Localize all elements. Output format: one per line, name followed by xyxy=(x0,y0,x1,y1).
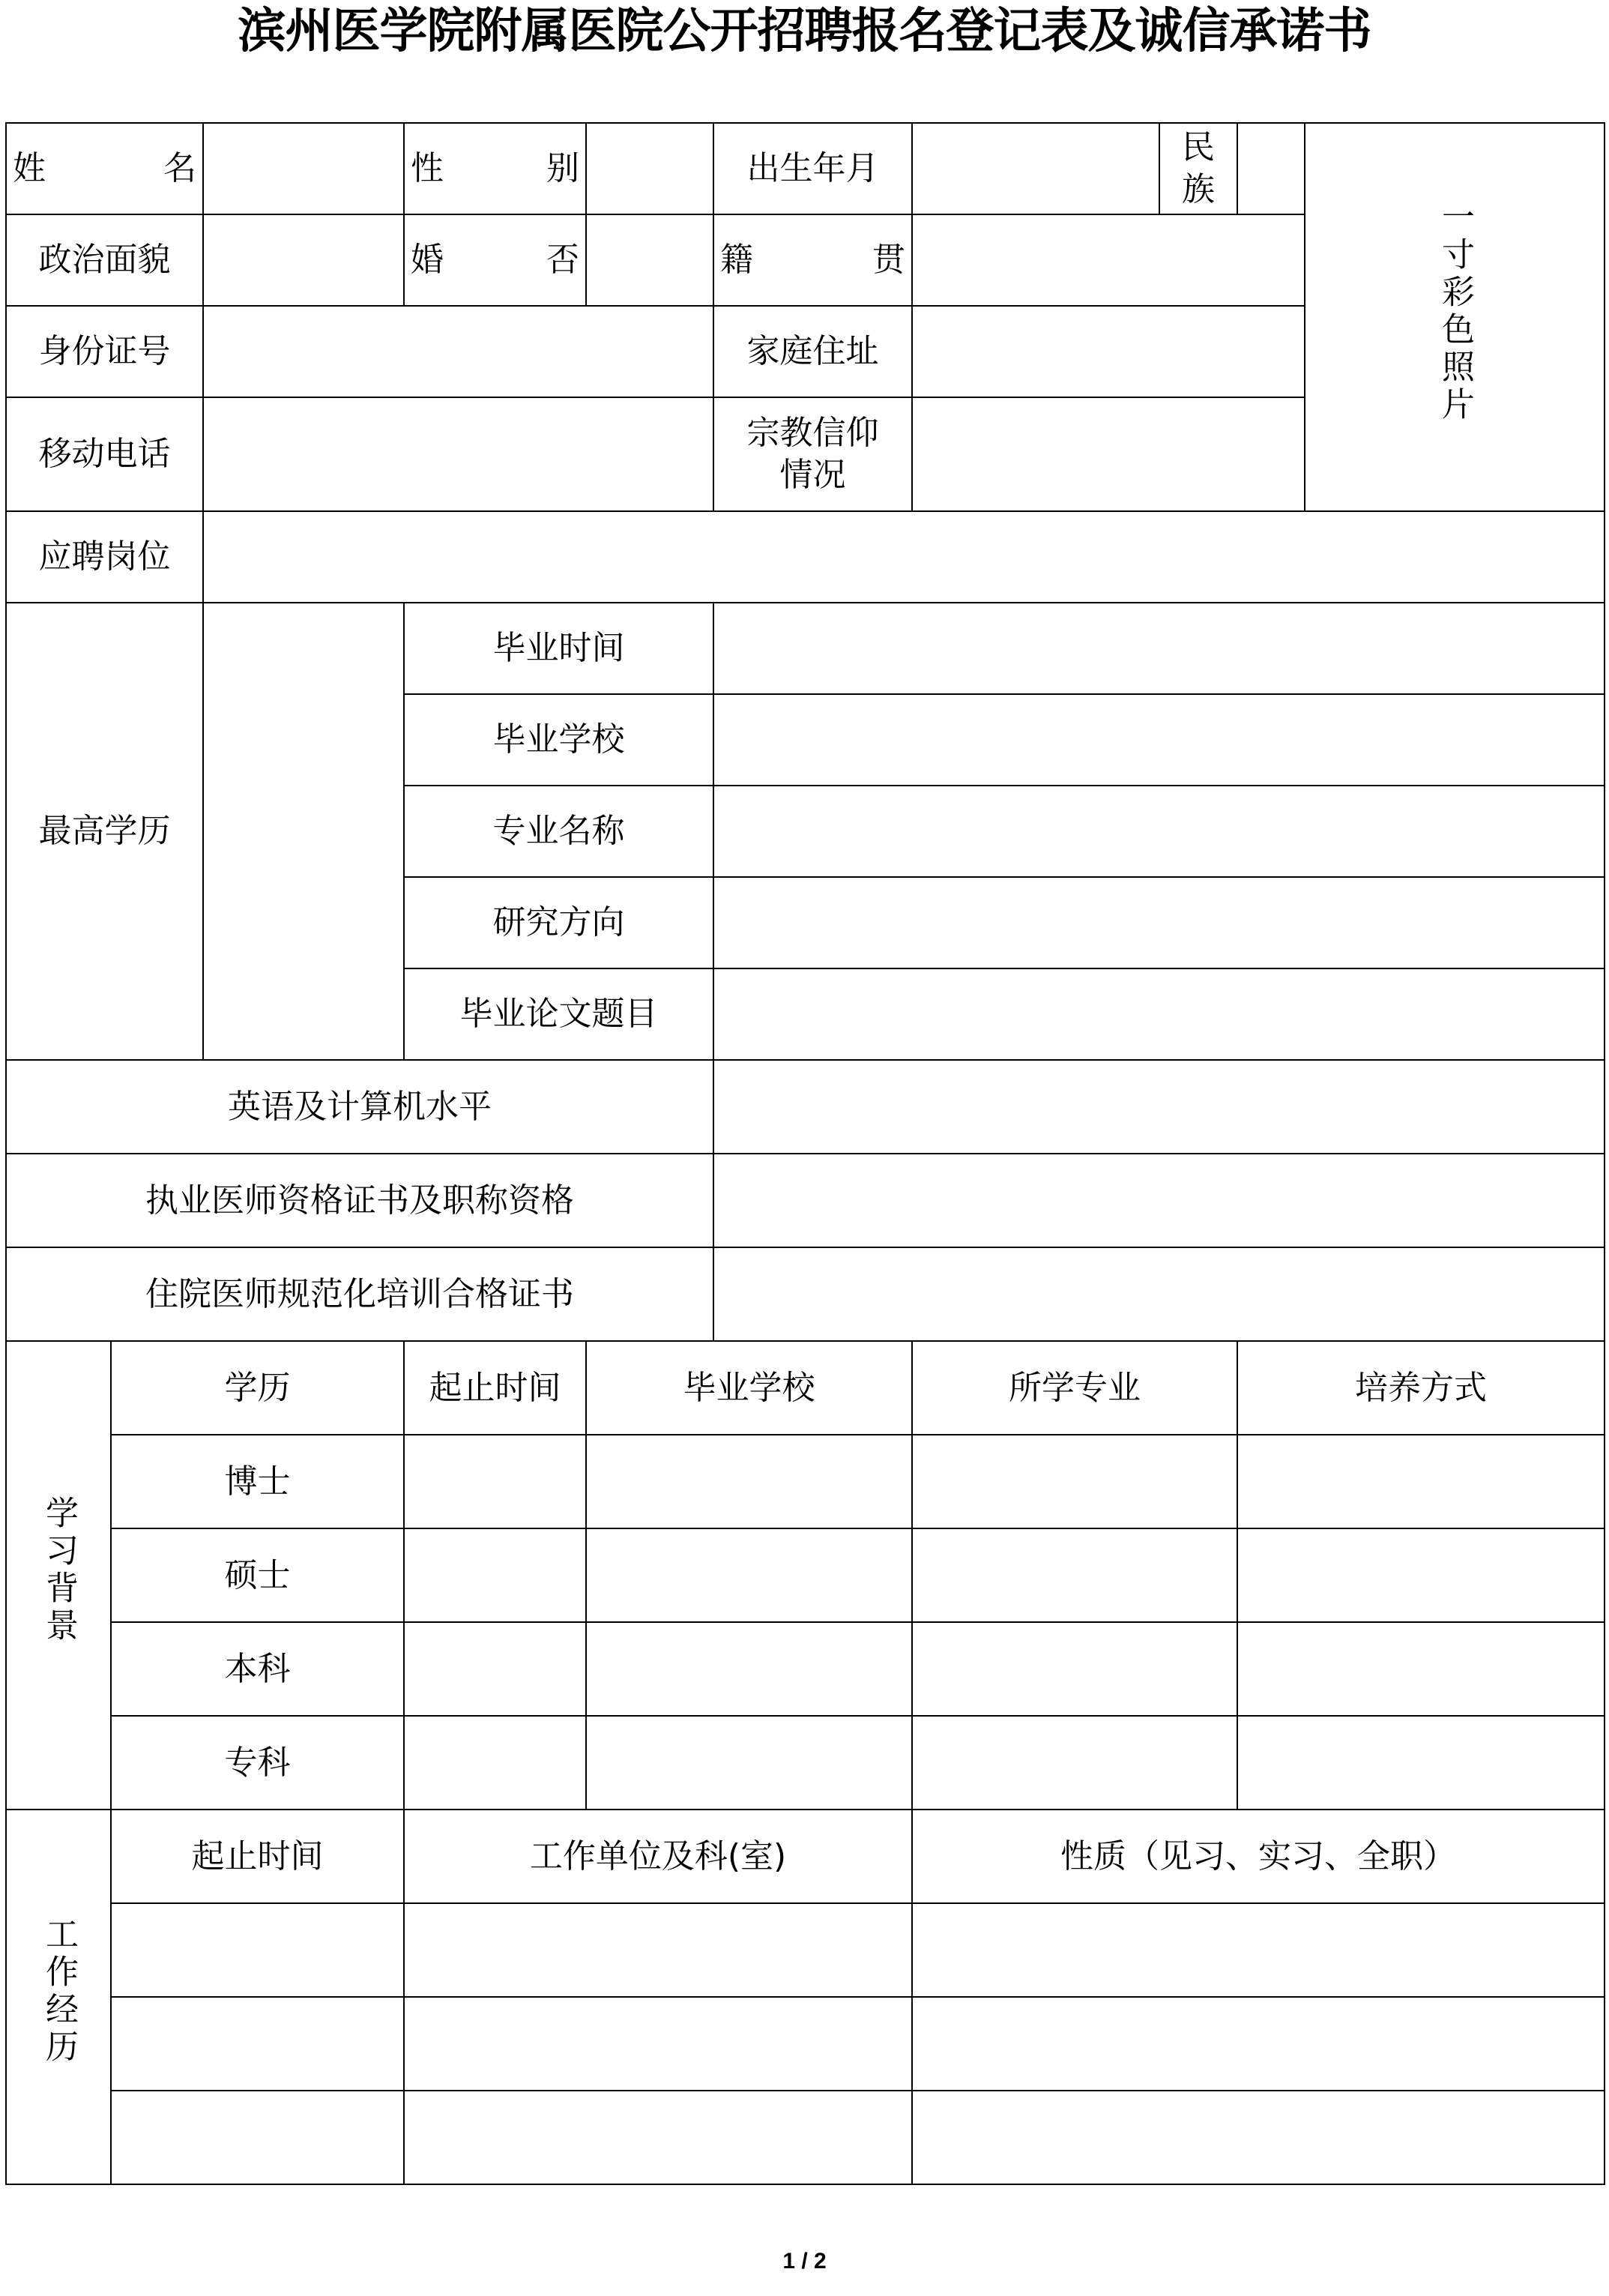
study-cell[interactable] xyxy=(586,1435,912,1528)
position-label: 应聘岗位 xyxy=(6,511,203,603)
education-field-label: 毕业学校 xyxy=(404,694,713,786)
work-cell[interactable] xyxy=(404,2091,912,2184)
qualification-label: 英语及计算机水平 xyxy=(6,1060,713,1154)
qualification-field[interactable] xyxy=(713,1060,1605,1154)
religion-label xyxy=(713,397,912,511)
political-field[interactable] xyxy=(203,214,404,306)
id-label: 身份证号 xyxy=(6,306,203,397)
position-field[interactable] xyxy=(203,511,1605,603)
work-cell[interactable] xyxy=(111,2091,404,2184)
ethnicity-label: 民族 xyxy=(1159,123,1237,214)
qualification-field[interactable] xyxy=(713,1154,1605,1247)
religion-label-line-1: 宗教信仰 xyxy=(746,414,879,452)
study-cell[interactable] xyxy=(1237,1528,1605,1622)
work-header: 性质（见习、实习、全职） xyxy=(912,1810,1605,1903)
phone-label: 移动电话 xyxy=(6,397,203,511)
study-cell[interactable] xyxy=(912,1716,1237,1810)
study-header: 学历 xyxy=(111,1341,404,1435)
work-experience-label: 工作经历 xyxy=(6,1810,111,2184)
study-cell[interactable] xyxy=(1237,1716,1605,1810)
study-cell[interactable] xyxy=(404,1622,586,1716)
page-number: 1 / 2 xyxy=(782,2249,827,2274)
study-cell[interactable] xyxy=(912,1622,1237,1716)
study-degree: 博士 xyxy=(111,1435,404,1528)
study-cell[interactable] xyxy=(912,1528,1237,1622)
religion-label-line-2: 情况 xyxy=(779,456,846,494)
study-degree: 专科 xyxy=(111,1716,404,1810)
highest-education-label: 最高学历 xyxy=(6,603,203,1060)
education-field-value[interactable] xyxy=(713,694,1605,786)
study-cell[interactable] xyxy=(404,1716,586,1810)
phone-field[interactable] xyxy=(203,397,713,511)
study-header: 起止时间 xyxy=(404,1341,586,1435)
work-cell[interactable] xyxy=(912,1997,1605,2091)
address-field[interactable] xyxy=(912,306,1305,397)
work-cell[interactable] xyxy=(912,1903,1605,1997)
education-field-label: 研究方向 xyxy=(404,877,713,968)
study-background-label: 学习背景 xyxy=(6,1341,111,1810)
native-label: 籍 贯 xyxy=(713,214,912,306)
study-cell[interactable] xyxy=(1237,1622,1605,1716)
birth-field[interactable] xyxy=(912,123,1159,214)
study-cell[interactable] xyxy=(404,1435,586,1528)
photo-box[interactable] xyxy=(1305,123,1605,511)
education-field-value[interactable] xyxy=(713,968,1605,1060)
study-cell[interactable] xyxy=(404,1528,586,1622)
religion-field[interactable] xyxy=(912,397,1305,511)
study-cell[interactable] xyxy=(586,1528,912,1622)
qualification-field[interactable] xyxy=(713,1247,1605,1341)
study-cell[interactable] xyxy=(586,1622,912,1716)
marital-field[interactable] xyxy=(586,214,713,306)
work-cell[interactable] xyxy=(111,1997,404,2091)
work-cell[interactable] xyxy=(912,2091,1605,2184)
study-header: 毕业学校 xyxy=(586,1341,912,1435)
birth-label: 出生年月 xyxy=(713,123,912,214)
study-cell[interactable] xyxy=(586,1716,912,1810)
registration-form xyxy=(5,122,1605,2185)
qualification-label: 执业医师资格证书及职称资格 xyxy=(6,1154,713,1247)
education-field-label: 毕业论文题目 xyxy=(404,968,713,1060)
study-header: 培养方式 xyxy=(1237,1341,1605,1435)
gender-field[interactable] xyxy=(586,123,713,214)
id-field[interactable] xyxy=(203,306,713,397)
marital-label: 婚 否 xyxy=(404,214,586,306)
work-header: 工作单位及科(室) xyxy=(404,1810,912,1903)
ethnicity-field[interactable] xyxy=(1237,123,1305,214)
education-field-value[interactable] xyxy=(713,877,1605,968)
education-field-label: 毕业时间 xyxy=(404,603,713,694)
name-field[interactable] xyxy=(203,123,404,214)
study-cell[interactable] xyxy=(1237,1435,1605,1528)
highest-education-field[interactable] xyxy=(203,603,404,1060)
education-field-label: 专业名称 xyxy=(404,786,713,877)
work-cell[interactable] xyxy=(404,1903,912,1997)
study-header: 所学专业 xyxy=(912,1341,1237,1435)
address-label: 家庭住址 xyxy=(713,306,912,397)
qualification-label: 住院医师规范化培训合格证书 xyxy=(6,1247,713,1341)
work-header: 起止时间 xyxy=(111,1810,404,1903)
study-cell[interactable] xyxy=(912,1435,1237,1528)
photo-label: 一寸彩色照片 xyxy=(1436,199,1474,424)
study-degree: 硕士 xyxy=(111,1528,404,1622)
work-cell[interactable] xyxy=(404,1997,912,2091)
gender-label: 性 别 xyxy=(404,123,586,214)
education-field-value[interactable] xyxy=(713,603,1605,694)
name-label: 姓 名 xyxy=(6,123,203,214)
page-title: 滨州医学院附属医院公开招聘报名登记表及诚信承诺书 xyxy=(238,3,1371,59)
education-field-value[interactable] xyxy=(713,786,1605,877)
work-cell[interactable] xyxy=(111,1903,404,1997)
political-label: 政治面貌 xyxy=(6,214,203,306)
study-degree: 本科 xyxy=(111,1622,404,1716)
native-field[interactable] xyxy=(912,214,1305,306)
